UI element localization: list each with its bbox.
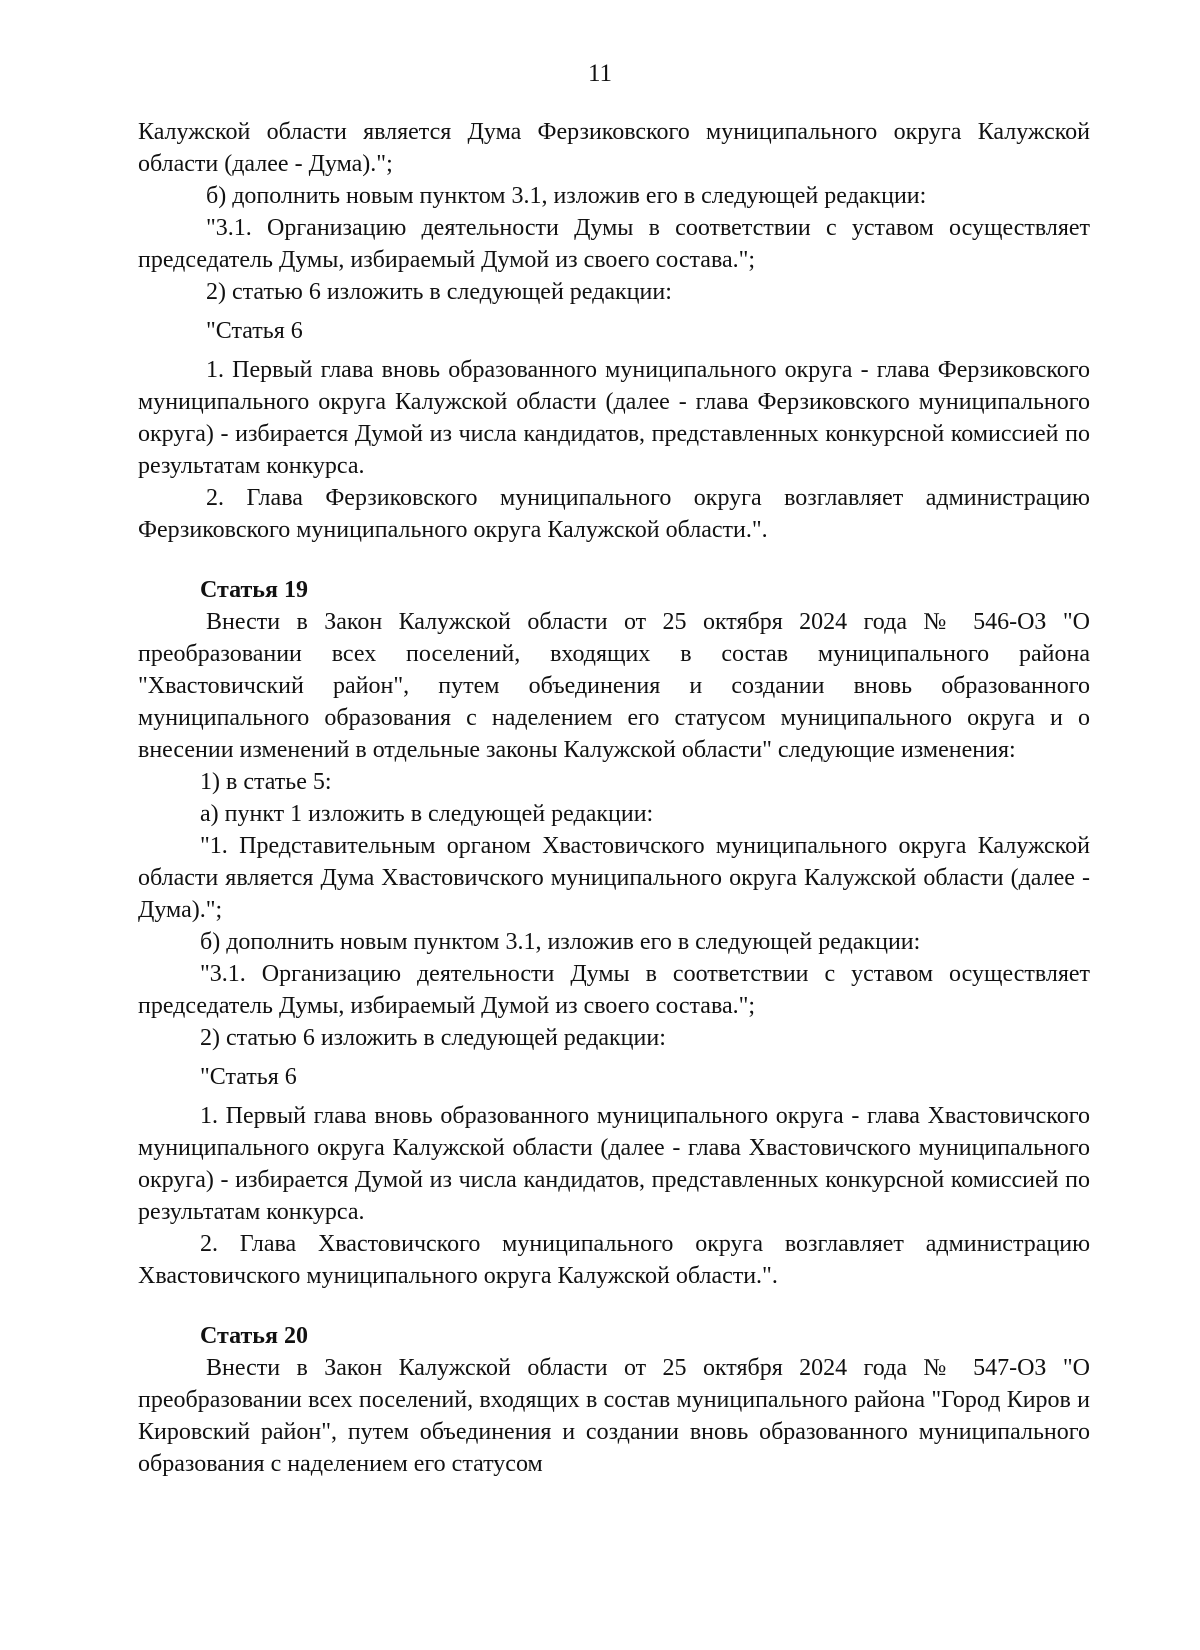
spacer — [138, 546, 1090, 574]
paragraph: 2. Глава Ферзиковского муниципального округа возглавляет администрацию Ферзиковского муниципального округа Калужской области.". — [138, 485, 1090, 543]
paragraph: "Статья 6 — [200, 1064, 297, 1090]
document-body — [138, 116, 1090, 1480]
paragraph: 2. Глава Хвастовичского муниципального округа возглавляет администрацию Хвастовичского муниципального округа Калужской области.". — [138, 1231, 1090, 1289]
paragraph: "Статья 6 — [206, 318, 303, 344]
paragraph: 1) в статье 5: — [200, 769, 332, 795]
article-20 — [138, 1320, 1090, 1480]
paragraph: б) дополнить новым пунктом 3.1, изложив его в следующей редакции: — [206, 183, 927, 209]
paragraph: 2) статью 6 изложить в следующей редакции: — [206, 279, 672, 305]
paragraph: "1. Представительным органом Хвастовичского муниципального округа Калужской области является Дума Хвастовичского муниципального округа Калужской области (далее - Дума)."; — [138, 833, 1090, 923]
article-heading: Статья 20 — [200, 1323, 308, 1349]
page-number: 11 — [587, 60, 613, 87]
spacer — [138, 1292, 1090, 1320]
paragraph: Внести в Закон Калужской области от 25 октября 2024 года № 547-ОЗ "О преобразовании всех поселений, входящих в состав муниципального района "Город Киров и Кировский район", путем объединения и создании вновь образованного муниципального образования с наделением его статусом — [138, 1355, 1090, 1477]
paragraph: а) пункт 1 изложить в следующей редакции: — [200, 801, 654, 827]
paragraph: 1. Первый глава вновь образованного муниципального округа - глава Хвастовичского муниципального округа Калужской области (далее - глава Хвастовичского муниципального округа) - избирается Думой из числа кандидатов, представленных конкурсной комиссией по результатам конкурса. — [138, 1103, 1090, 1225]
section-continuation — [138, 116, 1090, 546]
article-heading: Статья 19 — [200, 577, 308, 603]
paragraph: "3.1. Организацию деятельности Думы в соответствии с уставом осуществляет председатель Думы, избираемый Думой из своего состава."; — [138, 215, 1090, 273]
article-19 — [138, 574, 1090, 1292]
paragraph: Калужской области является Дума Ферзиковского муниципального округа Калужской области (далее - Дума)."; — [138, 119, 1090, 177]
paragraph: 1. Первый глава вновь образованного муниципального округа - глава Ферзиковского муниципального округа Калужской области (далее - глава Ферзиковского муниципального округа) - избирается Думой из числа кандидатов, представленных конкурсной комиссией по результатам конкурса. — [138, 357, 1090, 479]
paragraph: Внести в Закон Калужской области от 25 октября 2024 года № 546-ОЗ "О преобразовании всех поселений, входящих в состав муниципального района "Хвастовичский район", путем объединения и создании вновь образованного муниципального образования с наделением его статусом муниципального округа и о внесении изменений в отдельные законы Калужской области" следующие изменения: — [138, 609, 1090, 763]
paragraph: "3.1. Организацию деятельности Думы в соответствии с уставом осуществляет председатель Думы, избираемый Думой из своего состава."; — [138, 961, 1090, 1019]
paragraph: б) дополнить новым пунктом 3.1, изложив его в следующей редакции: — [200, 929, 921, 955]
paragraph: 2) статью 6 изложить в следующей редакции: — [200, 1025, 666, 1051]
